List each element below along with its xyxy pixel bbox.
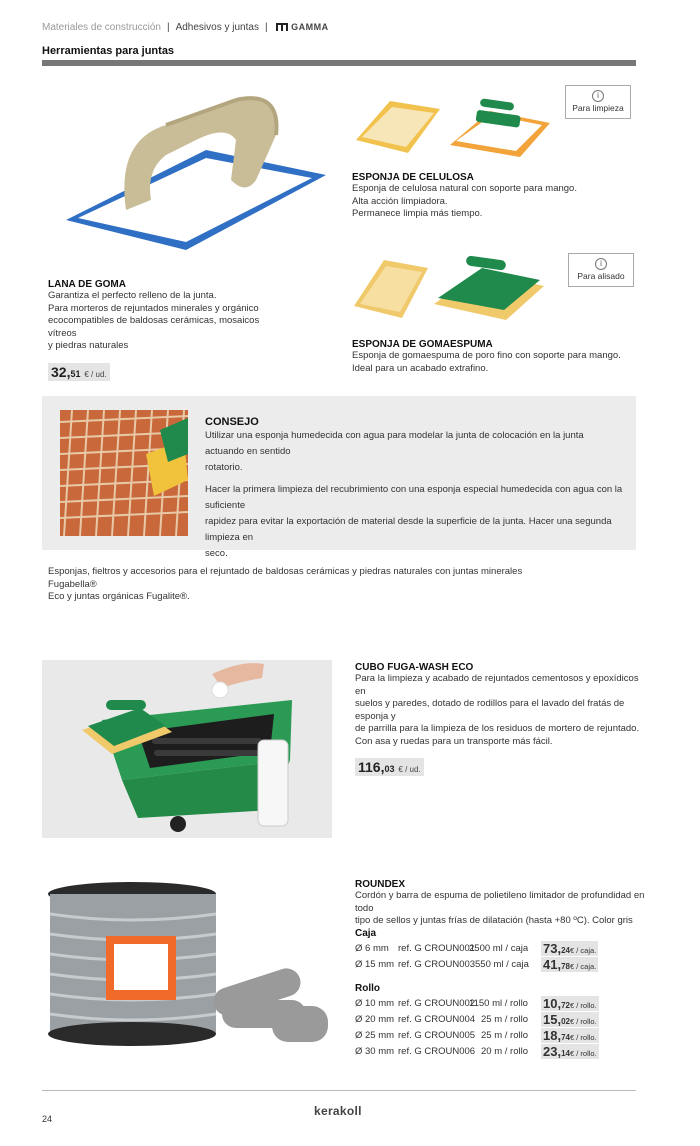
product-description: Cordón y barra de espuma de polietileno limitador de profundidad en todo tipo de sellos y juntas frías de dilatación (hasta +80 ºC). Color gris bbox=[355, 890, 645, 926]
title-rule bbox=[42, 60, 636, 66]
product-cubo-fuga-wash bbox=[355, 662, 645, 777]
product-title: ESPONJA DE GOMAESPUMA bbox=[352, 339, 493, 350]
esponja-celulosa-image bbox=[350, 95, 560, 165]
breadcrumb-item[interactable]: Materiales de construcción bbox=[42, 22, 161, 33]
product-roundex bbox=[355, 879, 645, 928]
spec-row: Ø 30 mm ref. G CROUN006 20 m / rollo 23,14€ / rollo. bbox=[355, 1044, 597, 1059]
breadcrumb-item[interactable]: Adhesivos y juntas bbox=[175, 22, 259, 33]
price-tag: 18,74€ / rollo. bbox=[543, 1028, 597, 1043]
brand-name: GAMMA bbox=[291, 22, 329, 32]
price-tag: 73,24€ / caja. bbox=[543, 941, 597, 956]
price-tag: 116,03 € / ud. bbox=[355, 758, 424, 776]
spec-row: Ø 15 mm ref. G CROUN003 550 ml / caja 41,78€ / caja. bbox=[355, 957, 597, 972]
product-title: CUBO FUGA-WASH ECO bbox=[355, 662, 474, 673]
price-tag: 10,72€ / rollo. bbox=[543, 996, 597, 1011]
product-description: Para la limpieza y acabado de rejuntados cementosos y epoxídicos en suelos y paredes, dotado de rodillos para el lavado del fratás de esponja y de parrilla para la limpieza de los residuos de mortero de rejuntado. Con asa y ruedas para un transporte más fácil. bbox=[355, 673, 640, 747]
product-description: Esponja de gomaespuma de poro fino con soporte para mango. Ideal para un acabado extrafino. bbox=[352, 350, 621, 374]
cubo-fuga-wash-image bbox=[42, 660, 332, 838]
section-title: Herramientas para juntas bbox=[42, 45, 175, 57]
esponja-gomaespuma-image bbox=[350, 254, 550, 324]
callout-para-alisado: i Para alisado bbox=[568, 253, 634, 287]
tip-title: CONSEJO bbox=[205, 416, 259, 428]
info-icon: i bbox=[595, 258, 607, 270]
accessories-note: Esponjas, fieltros y accesorios para el rejuntado de baldosas cerámicas y piedras naturales con juntas minerales Fugabella® Eco y juntas orgánicas Fugalite®. bbox=[48, 566, 523, 602]
breadcrumb bbox=[42, 22, 329, 33]
price-tag: 15,02€ / rollo. bbox=[543, 1012, 597, 1027]
product-lana-de-goma bbox=[48, 279, 288, 382]
callout-para-limpieza: i Para limpieza bbox=[565, 85, 631, 119]
product-description: Garantiza el perfecto relleno de la junta. Para morteros de rejuntados minerales y orgánico ecocompatibles de baldosas cerámicas, mosaicos vítreos y piedras naturales bbox=[48, 290, 260, 351]
roundex-image bbox=[42, 880, 332, 1055]
breadcrumb-separator: | bbox=[166, 22, 170, 33]
product-esponja-gomaespuma bbox=[352, 339, 632, 375]
footer-rule bbox=[42, 1090, 636, 1091]
tip-paragraph: Hacer la primera limpieza del recubrimiento con una esponja especial humedecida con agua con la suficiente rapidez para evitar la exportación de material desde la superficie de la junta. Hacer una segunda limpieza en seco. bbox=[205, 484, 623, 559]
price-tag: 41,78€ / caja. bbox=[543, 957, 597, 972]
spec-row: Ø 6 mm ref. G CROUN001 2500 ml / caja 73,24€ / caja. bbox=[355, 941, 597, 956]
product-title: LANA DE GOMA bbox=[48, 279, 126, 290]
price-tag: 23,14€ / rollo. bbox=[543, 1044, 597, 1059]
gamma-logo-icon bbox=[276, 23, 288, 31]
breadcrumb-separator: | bbox=[264, 22, 268, 33]
page-number: 24 bbox=[42, 1114, 53, 1124]
spec-group-rollo: Rollo bbox=[355, 983, 380, 994]
spec-row: Ø 20 mm ref. G CROUN004 25 m / rollo 15,02€ / rollo. bbox=[355, 1012, 597, 1027]
price-tag: 32,51 € / ud. bbox=[48, 363, 110, 381]
info-icon: i bbox=[592, 90, 604, 102]
brand-mark bbox=[274, 22, 292, 33]
spec-group-caja: Caja bbox=[355, 928, 377, 939]
tip-paragraph: Utilizar una esponja humedecida con agua para modelar la junta de colocación en la junta actuando en sentido rotatorio. bbox=[205, 430, 584, 473]
product-description: Esponja de celulosa natural con soporte para mango. Alta acción limpiadora. Permanece limpia más tiempo. bbox=[352, 183, 577, 219]
tip-image bbox=[60, 410, 188, 536]
tip-box bbox=[42, 396, 636, 559]
product-title: ESPONJA DE CELULOSA bbox=[352, 172, 474, 183]
product-title: ROUNDEX bbox=[355, 879, 406, 890]
product-esponja-celulosa bbox=[352, 172, 632, 221]
kerakoll-logo: kerakoll bbox=[314, 1104, 362, 1118]
lana-de-goma-image bbox=[56, 80, 336, 260]
spec-row: Ø 10 mm ref. G CROUN002 1150 ml / rollo 10,72€ / rollo. bbox=[355, 996, 597, 1011]
tip-content bbox=[205, 416, 625, 562]
spec-row: Ø 25 mm ref. G CROUN005 25 m / rollo 18,74€ / rollo. bbox=[355, 1028, 597, 1043]
